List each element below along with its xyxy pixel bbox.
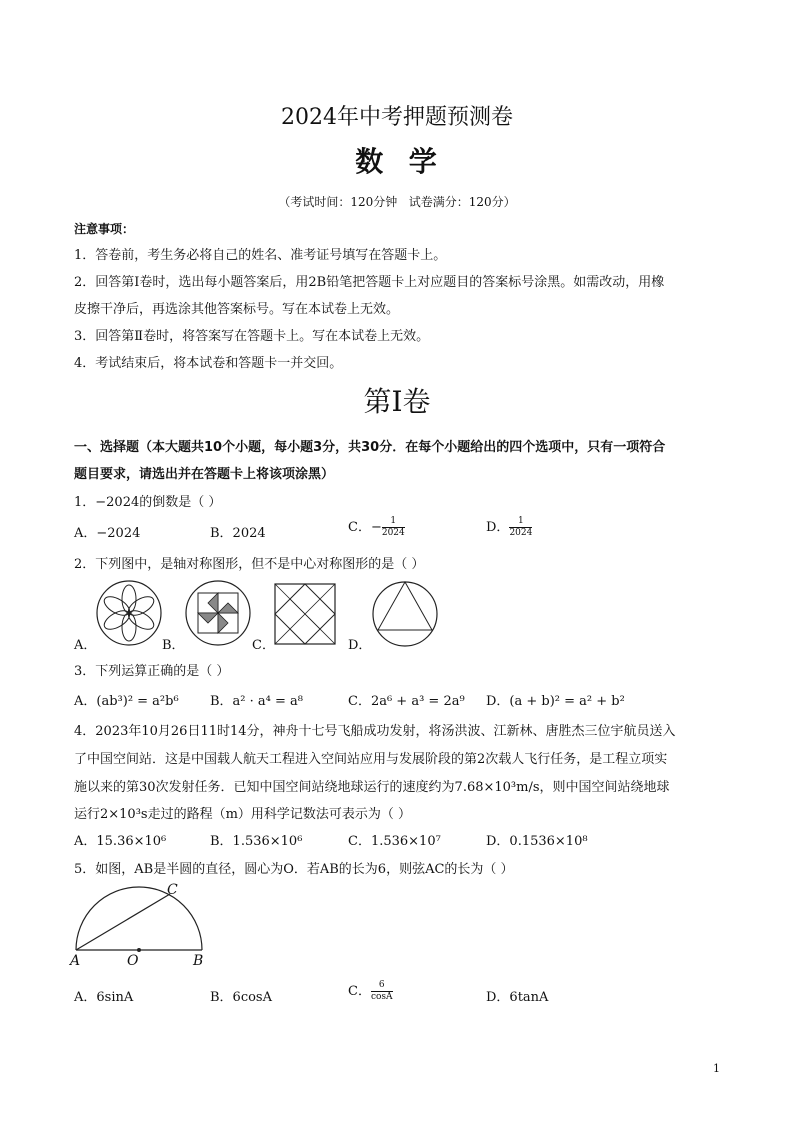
q4-line-4: 运行2×10³s走过的路程（m）用科学记数法可表示为（ ） (74, 807, 412, 822)
q4-option-a: A．15.36×10⁶ (74, 834, 167, 849)
q4-option-b: B．1.536×10⁶ (210, 834, 303, 849)
q2-figure-a (94, 579, 164, 647)
q3-option-b: B．a² · a⁴ = a⁸ (210, 694, 303, 709)
q5-option-b: B．6cosA (210, 990, 272, 1005)
q1-option-a: A．−2024 (74, 526, 141, 541)
q1-option-c-num: 1 (382, 516, 405, 528)
q4-option-d: D．0.1536×10⁸ (486, 834, 588, 849)
q2-stem: 2．下列图中，是轴对称图形，但不是中心对称图形的是（ ） (74, 557, 425, 572)
page-number: 1 (713, 1062, 720, 1075)
q1-option-c-prefix: C．− (348, 520, 382, 535)
q4-line-3: 施以来的第30次发射任务．已知中国空间站绕地球运行的速度约为7.68×10³m/s，则中国空间站绕地球 (74, 780, 670, 795)
note-item-4: 4．考试结束后，将本试卷和答题卡一并交回。 (74, 356, 343, 371)
q1-option-d-prefix: D． (486, 520, 510, 535)
q4-line-2: 了中国空间站．这是中国载人航天工程进入空间站应用与发展阶段的第2次载人飞行任务，是工程立项实 (74, 752, 668, 767)
q5-label-o: O (127, 953, 139, 969)
notes-heading: 注意事项： (74, 222, 135, 236)
q5-option-c-den: cosA (370, 992, 393, 1002)
section-instruction-2: 题目要求，请选出并在答题卡上将该项涂黑） (74, 467, 335, 482)
q1-option-b: B．2024 (210, 526, 266, 541)
q5-option-a: A．6sinA (74, 990, 134, 1005)
q1-option-d (486, 516, 532, 539)
q5-label-a: A (70, 953, 81, 969)
q2-label-d: D． (348, 638, 372, 653)
note-item-2: 2．回答第Ⅰ卷时，选出每小题答案后，用2B铅笔把答题卡上对应题目的答案标号涂黑。如需改动，用橡 (74, 275, 665, 290)
q5-option-c-prefix: C． (348, 984, 371, 999)
note-item-1: 1．答卷前，考生务必将自己的姓名、准考证号填写在答题卡上。 (74, 248, 447, 263)
q4-line-1: 4．2023年10月26日11时14分，神舟十七号飞船成功发射，将汤洪波、江新林、唐胜杰三位宇航员送入 (74, 724, 676, 739)
q2-label-c: C． (252, 638, 275, 653)
q1-option-c-fraction (382, 516, 405, 539)
q5-option-d: D．6tanA (486, 990, 549, 1005)
q3-option-a: A．(ab³)² = a²b⁶ (74, 694, 179, 709)
q2-figure-b (183, 579, 253, 647)
q2-label-b: B． (162, 638, 185, 653)
section-title: 第Ⅰ卷 (363, 385, 431, 418)
q3-stem: 3．下列运算正确的是（ ） (74, 664, 230, 679)
q1-option-c-den: 2024 (381, 528, 405, 538)
q5-option-c (348, 980, 393, 1003)
exam-info: （考试时间：120分钟 试卷满分：120分） (278, 195, 516, 209)
section-instruction-1: 一、选择题（本大题共10个小题，每小题3分，共30分．在每个小题给出的四个选项中，只有一项符合 (74, 440, 666, 455)
q3-option-c: C．2a⁶ + a³ = 2a⁹ (348, 694, 465, 709)
q5-label-b: B (193, 953, 204, 969)
q1-option-d-num: 1 (509, 516, 532, 528)
note-item-2-cont: 皮擦干净后，再选涂其他答案标号。写在本试卷上无效。 (74, 302, 400, 317)
q5-label-c: C (167, 882, 178, 898)
q3-option-d: D．(a + b)² = a² + b² (486, 694, 625, 709)
q2-label-a: A． (74, 638, 97, 653)
q1-option-c (348, 516, 405, 539)
q5-option-c-num: 6 (371, 980, 393, 992)
q4-option-c: C．1.536×10⁷ (348, 834, 441, 849)
subject-title: 数 学 (355, 145, 439, 178)
q2-figure-d (370, 579, 440, 649)
q1-stem: 1．−2024的倒数是（ ） (74, 495, 222, 510)
q5-stem: 5．如图，AB是半圆的直径，圆心为O．若AB的长为6，则弦AC的长为（ ） (74, 862, 514, 877)
exam-title: 2024年中考押题预测卷 (281, 105, 513, 130)
q1-option-d-den: 2024 (509, 528, 533, 538)
q2-figure-c (272, 581, 338, 647)
q1-option-d-fraction (509, 516, 532, 539)
note-item-3: 3．回答第Ⅱ卷时，将答案写在答题卡上。写在本试卷上无效。 (74, 329, 430, 344)
q5-option-c-fraction (371, 980, 393, 1003)
